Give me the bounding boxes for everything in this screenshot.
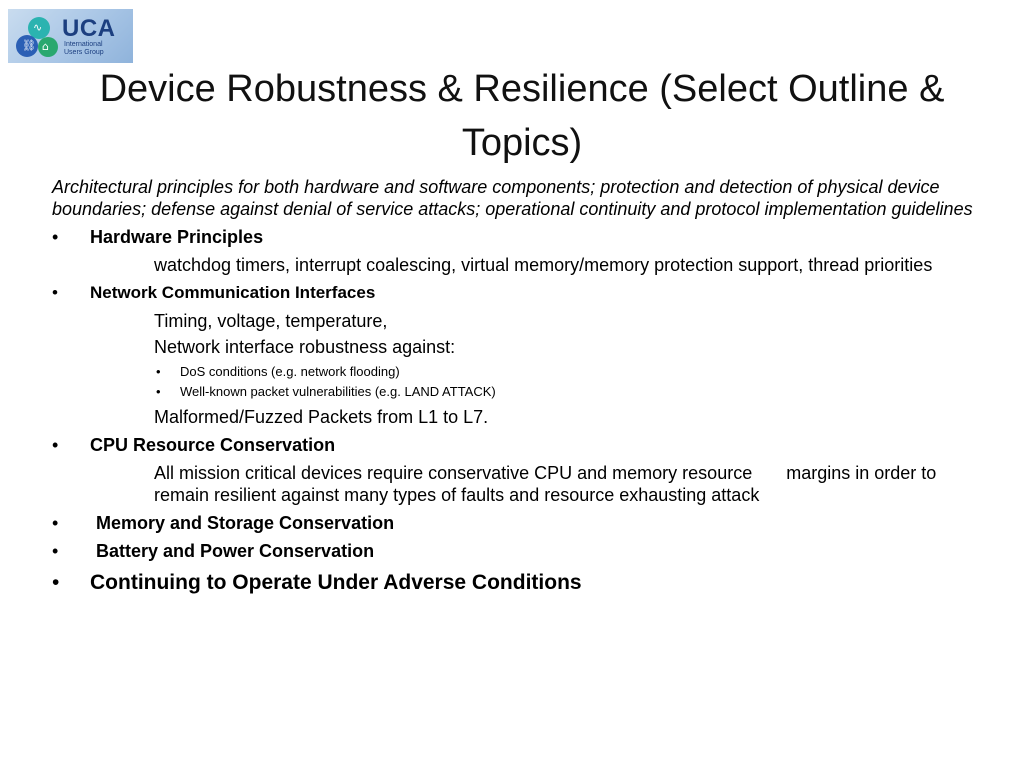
bullet-adverse-conditions: • Continuing to Operate Under Adverse Conditions xyxy=(52,570,982,596)
bullet-battery-conservation: • Battery and Power Conservation xyxy=(52,540,982,562)
logo-text: UCA xyxy=(62,15,116,42)
slide-body xyxy=(52,176,982,602)
home-icon: ⌂ xyxy=(42,40,49,53)
intro-text: Architectural principles for both hardware and software components; protection and detection of physical device boundaries; defense against denial of service attacks; operational continuity and protocol implementation guidelines xyxy=(52,177,973,219)
slide-title: Device Robustness & Resilience (Select Outline & Topics) xyxy=(99,68,945,164)
network-line-timing: Timing, voltage, temperature, xyxy=(154,311,388,331)
link-icon: ⛓ xyxy=(22,39,36,52)
network-subbullet-packet-vuln: • Well-known packet vulnerabilities (e.g. LAND ATTACK) xyxy=(52,382,982,402)
wave-icon: ∿ xyxy=(33,21,43,34)
uca-logo xyxy=(8,9,133,63)
network-line-malformed: Malformed/Fuzzed Packets from L1 to L7. xyxy=(154,407,489,427)
network-line-robustness: Network interface robustness against: xyxy=(154,337,456,357)
logo-subtitle: International Users Group xyxy=(64,41,104,56)
network-subbullet-dos: • DoS conditions (e.g. network flooding) xyxy=(52,362,982,382)
hardware-detail: watchdog timers, interrupt coalescing, virtual memory/memory protection support, thread priorities xyxy=(154,255,933,275)
bullet-memory-conservation: • Memory and Storage Conservation xyxy=(52,512,982,534)
bullet-hardware-principles: • Hardware Principles xyxy=(52,226,982,248)
cpu-detail: All mission critical devices require conservative CPU and memory resource margins in order to remain resilient against many types of faults and resource exhausting attack xyxy=(154,463,937,505)
bullet-network-interfaces: • Network Communication Interfaces xyxy=(52,282,982,304)
bullet-cpu-conservation: • CPU Resource Conservation xyxy=(52,434,982,456)
